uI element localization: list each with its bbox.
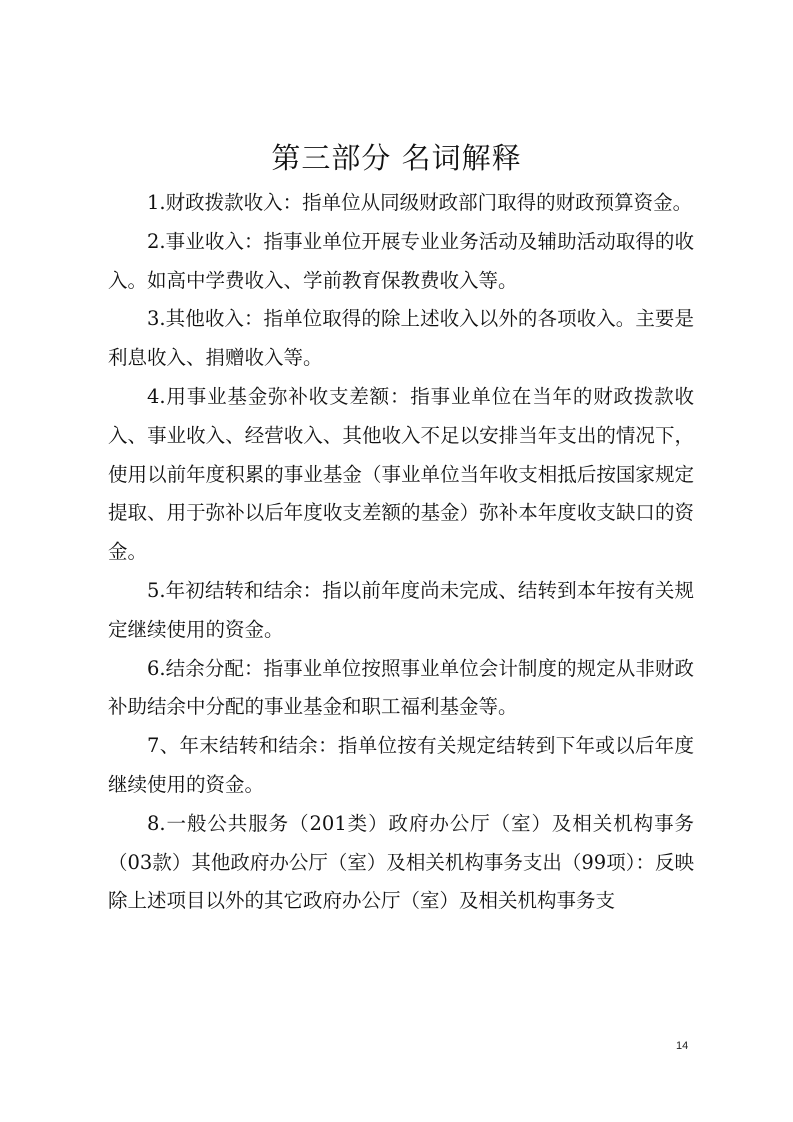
paragraph-5: 5.年初结转和结余：指以前年度尚未完成、结转到本年按有关规定继续使用的资金。 (108, 578, 694, 641)
paragraph-2: 2.事业收入：指事业单位开展专业业务活动及辅助活动取得的收入。如高中学费收入、学前教育保教费收入等。 (108, 229, 694, 292)
page-title: 第三部分 名词解释 (271, 141, 522, 175)
paragraph-6: 6.结余分配：指事业单位按照事业单位会计制度的规定从非财政补助结余中分配的事业基金和职工福利基金等。 (108, 656, 694, 719)
paragraph-1: 1.财政拨款收入：指单位从同级财政部门取得的财政预算资金。 (147, 191, 693, 214)
document-body (108, 184, 694, 921)
paragraph-7: 7、年末结转和结余：指单位按有关规定结转到下年或以后年度继续使用的资金。 (108, 734, 694, 796)
paragraph-4: 4.用事业基金弥补收支差额：指事业单位在当年的财政拨款收入、事业收入、经营收入、其他收入不足以安排当年支出的情况下，使用以前年度积累的事业基金（事业单位当年收支相抵后按国家规定提取、用于弥补以后年度收支差额的基金）弥补本年度收支缺口的资金。 (108, 384, 694, 564)
paragraph-3: 3.其他收入：指单位取得的除上述收入以外的各项收入。主要是利息收入、捐赠收入等。 (108, 307, 694, 370)
page-number: 14 (676, 1040, 689, 1052)
paragraph-8: 8.一般公共服务（201类）政府办公厅（室）及相关机构事务（03款）其他政府办公厅（室）及相关机构事务支出（99项）：反映除上述项目以外的其它政府办公厅（室）及相关机构事务支 (108, 811, 694, 913)
